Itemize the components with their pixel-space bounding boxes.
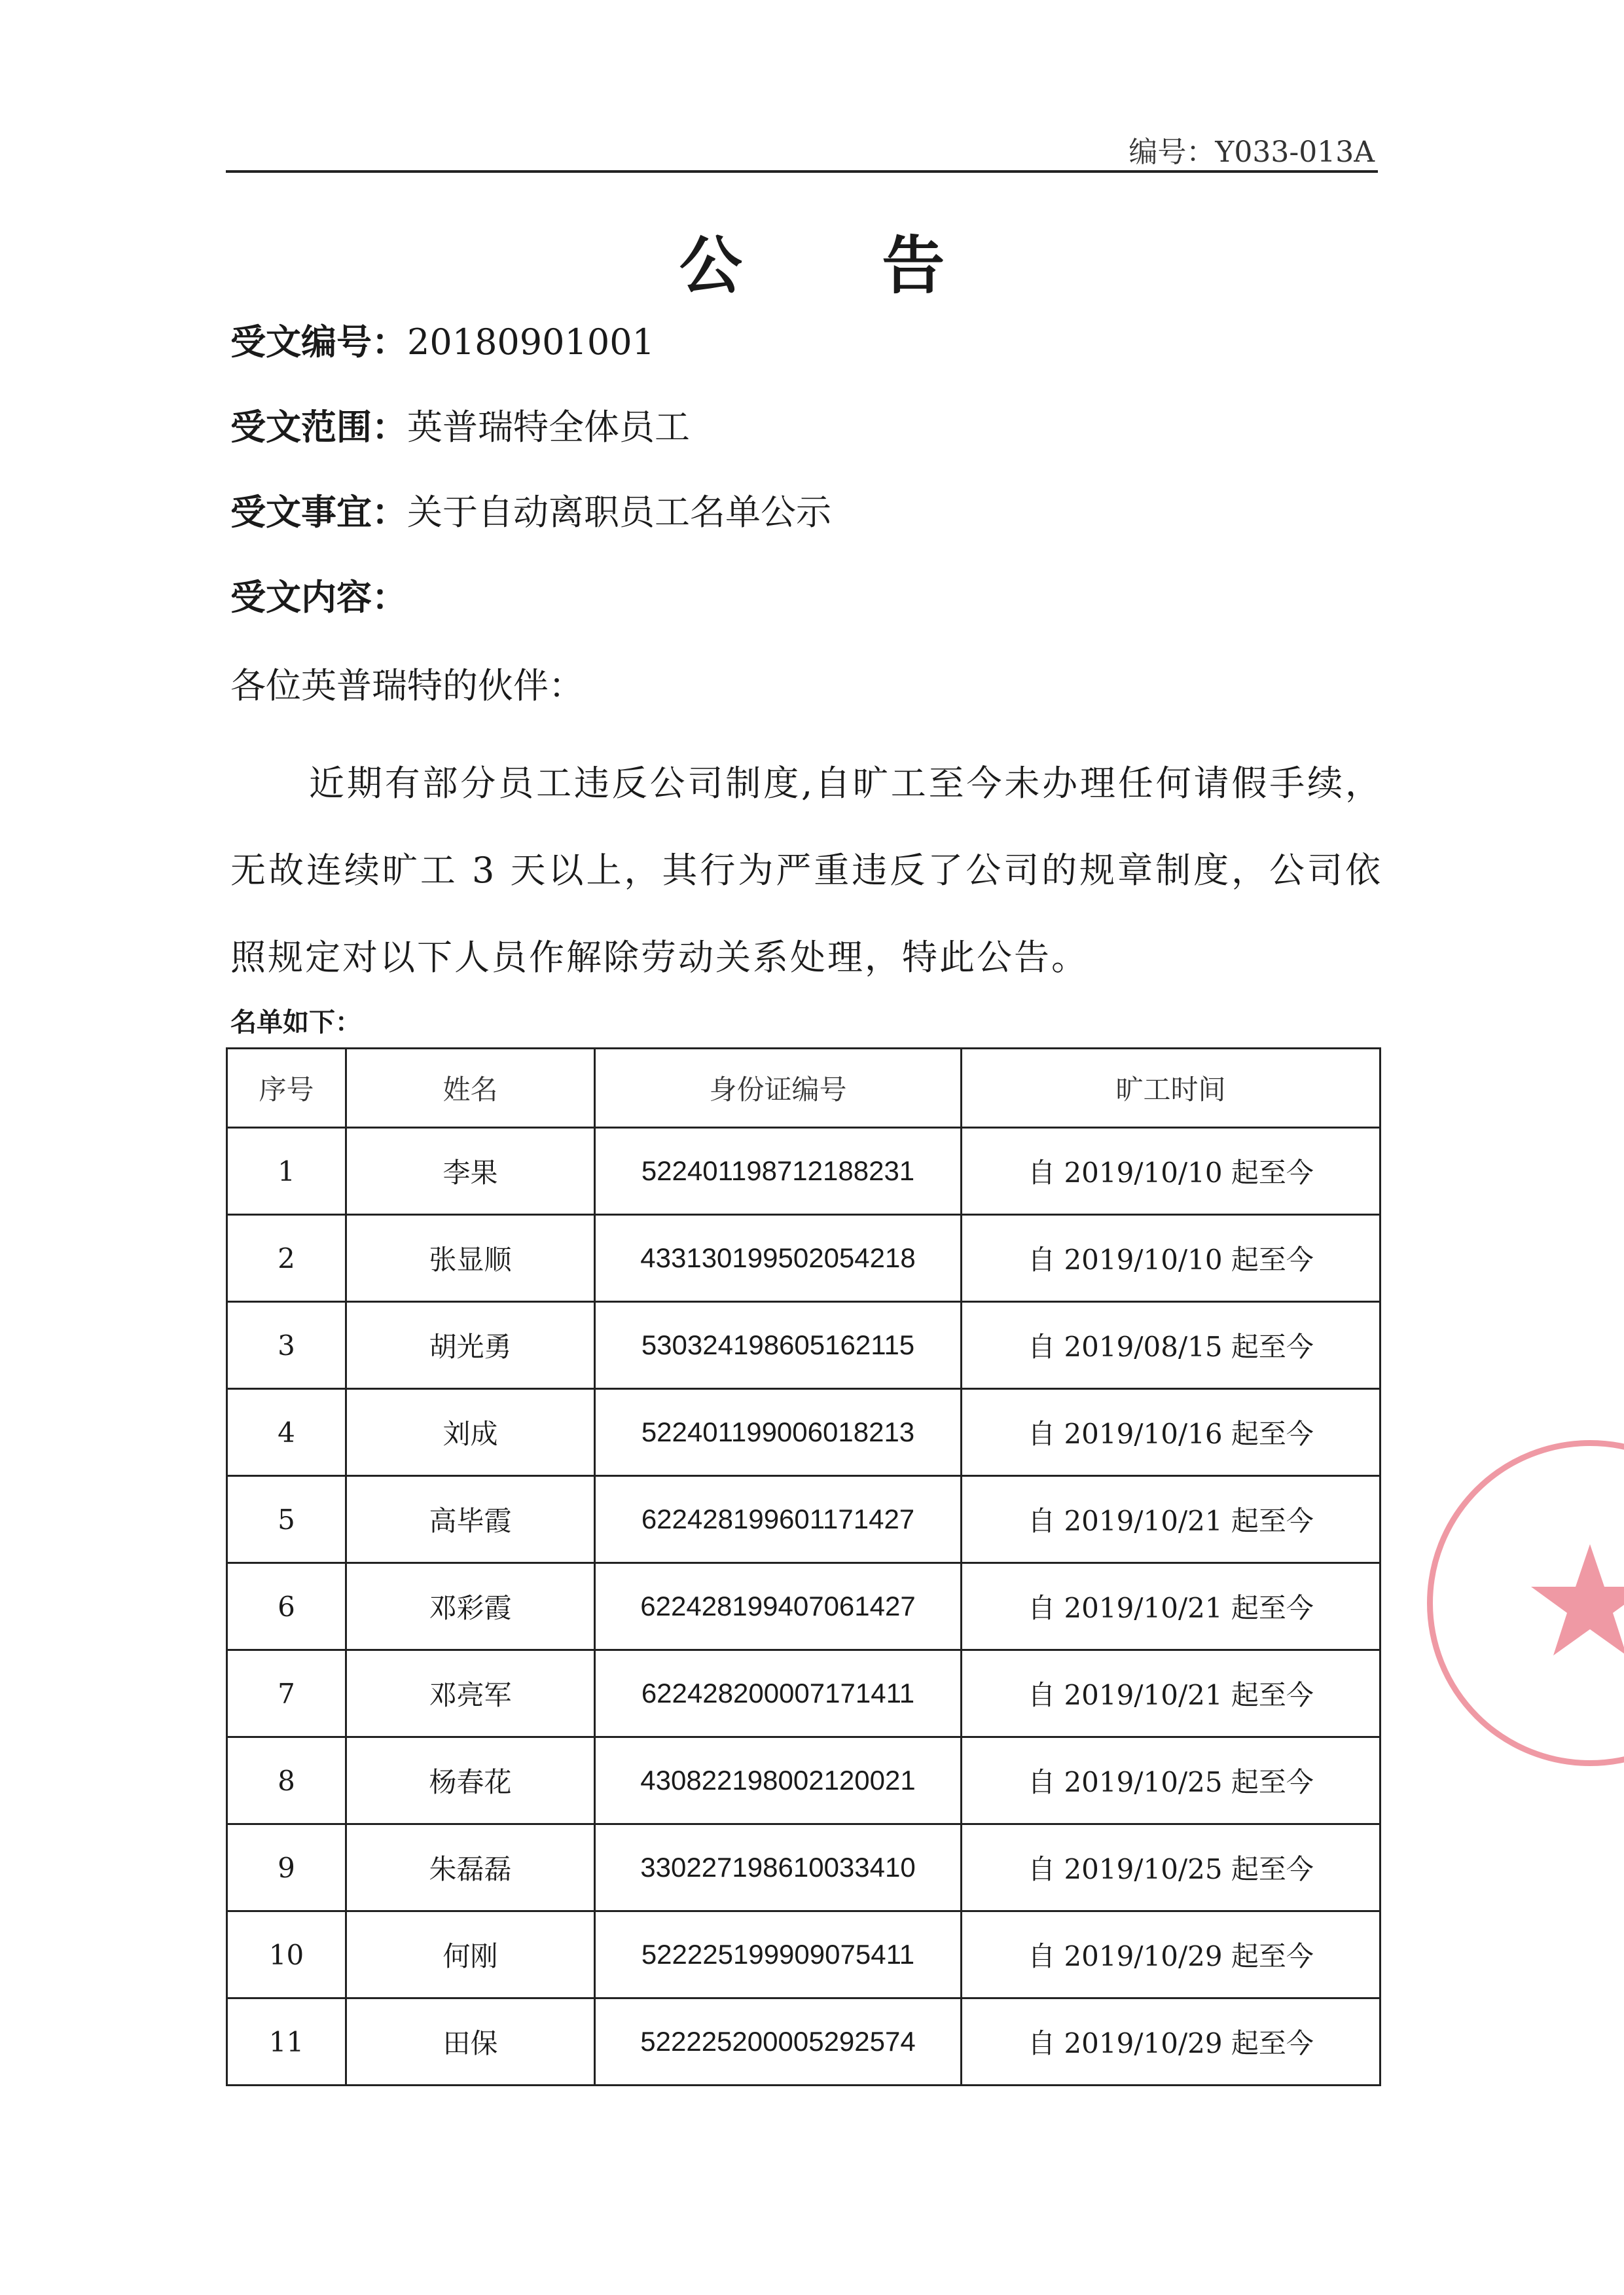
table-row xyxy=(227,1737,1380,1824)
header-absence-time: 旷工时间 xyxy=(962,1049,1380,1128)
cell-absence-time: 自 2019/10/29 起至今 xyxy=(962,1998,1380,2086)
field-scope xyxy=(230,399,690,450)
table-row xyxy=(227,1998,1380,2086)
field-content xyxy=(230,569,407,620)
cell-index: 11 xyxy=(227,1998,346,2086)
cell-id-number: 430822198002120021 xyxy=(595,1737,962,1824)
field-label: 受文内容： xyxy=(230,577,407,618)
cell-index: 1 xyxy=(227,1128,346,1215)
cell-index: 4 xyxy=(227,1389,346,1476)
table-row xyxy=(227,1215,1380,1302)
cell-name: 田保 xyxy=(346,1998,595,2086)
greeting: 各位英普瑞特的伙伴： xyxy=(230,665,584,706)
cell-absence-time: 自 2019/10/10 起至今 xyxy=(962,1215,1380,1302)
table-row xyxy=(227,1563,1380,1650)
employee-table xyxy=(226,1047,1381,2086)
field-label: 受文编号： xyxy=(230,321,407,363)
header-name: 姓名 xyxy=(346,1049,595,1128)
cell-name: 邓亮军 xyxy=(346,1650,595,1737)
table-row xyxy=(227,1476,1380,1563)
field-value: 英普瑞特全体员工 xyxy=(407,407,690,448)
cell-name: 何刚 xyxy=(346,1911,595,1998)
seal-star-icon xyxy=(1433,1446,1624,1760)
cell-name: 李果 xyxy=(346,1128,595,1215)
table-row xyxy=(227,1389,1380,1476)
field-value: 20180901001 xyxy=(407,321,655,363)
cell-name: 胡光勇 xyxy=(346,1302,595,1389)
cell-index: 9 xyxy=(227,1824,346,1911)
cell-absence-time: 自 2019/10/25 起至今 xyxy=(962,1824,1380,1911)
cell-id-number: 522225199909075411 xyxy=(595,1911,962,1998)
field-label: 受文范围： xyxy=(230,407,407,448)
list-title: 名单如下： xyxy=(230,1007,361,1038)
cell-index: 3 xyxy=(227,1302,346,1389)
table-row xyxy=(227,1911,1380,1998)
field-doc-number xyxy=(230,314,655,365)
cell-id-number: 622428200007171411 xyxy=(595,1650,962,1737)
cell-name: 朱磊磊 xyxy=(346,1824,595,1911)
cell-id-number: 522401199006018213 xyxy=(595,1389,962,1476)
field-subject xyxy=(230,484,831,535)
cell-id-number: 433130199502054218 xyxy=(595,1215,962,1302)
document-code: 编号：Y033-013A xyxy=(1128,136,1375,169)
field-value: 关于自动离职员工名单公示 xyxy=(407,492,831,533)
body-paragraph: 近期有部分员工违反公司制度,自旷工至今未办理任何请假手续，无故连续旷工 3 天以上，其行为严重违反了公司的规章制度，公司依照规定对以下人员作解除劳动关系处理，特此公告。 xyxy=(230,763,1382,978)
table-row xyxy=(227,1128,1380,1215)
page-title: 公 告 xyxy=(679,229,1004,302)
cell-absence-time: 自 2019/10/10 起至今 xyxy=(962,1128,1380,1215)
cell-name: 刘成 xyxy=(346,1389,595,1476)
cell-absence-time: 自 2019/10/21 起至今 xyxy=(962,1476,1380,1563)
cell-id-number: 522401198712188231 xyxy=(595,1128,962,1215)
cell-index: 6 xyxy=(227,1563,346,1650)
cell-absence-time: 自 2019/10/21 起至今 xyxy=(962,1650,1380,1737)
cell-index: 2 xyxy=(227,1215,346,1302)
header-id-number: 身份证编号 xyxy=(595,1049,962,1128)
cell-absence-time: 自 2019/10/25 起至今 xyxy=(962,1737,1380,1824)
cell-id-number: 522225200005292574 xyxy=(595,1998,962,2086)
table-header-row xyxy=(227,1049,1380,1128)
header-index: 序号 xyxy=(227,1049,346,1128)
cell-id-number: 622428199407061427 xyxy=(595,1563,962,1650)
table-row xyxy=(227,1824,1380,1911)
table-row xyxy=(227,1302,1380,1389)
cell-name: 高毕霞 xyxy=(346,1476,595,1563)
cell-index: 5 xyxy=(227,1476,346,1563)
cell-index: 10 xyxy=(227,1911,346,1998)
cell-id-number: 622428199601171427 xyxy=(595,1476,962,1563)
table-row xyxy=(227,1650,1380,1737)
company-seal xyxy=(1427,1440,1624,1766)
header-rule xyxy=(226,170,1378,173)
cell-id-number: 330227198610033410 xyxy=(595,1824,962,1911)
cell-absence-time: 自 2019/10/16 起至今 xyxy=(962,1389,1380,1476)
cell-name: 张显顺 xyxy=(346,1215,595,1302)
field-label: 受文事宜： xyxy=(230,492,407,533)
cell-absence-time: 自 2019/08/15 起至今 xyxy=(962,1302,1380,1389)
cell-name: 杨春花 xyxy=(346,1737,595,1824)
cell-name: 邓彩霞 xyxy=(346,1563,595,1650)
cell-id-number: 530324198605162115 xyxy=(595,1302,962,1389)
cell-index: 8 xyxy=(227,1737,346,1824)
cell-index: 7 xyxy=(227,1650,346,1737)
cell-absence-time: 自 2019/10/29 起至今 xyxy=(962,1911,1380,1998)
cell-absence-time: 自 2019/10/21 起至今 xyxy=(962,1563,1380,1650)
